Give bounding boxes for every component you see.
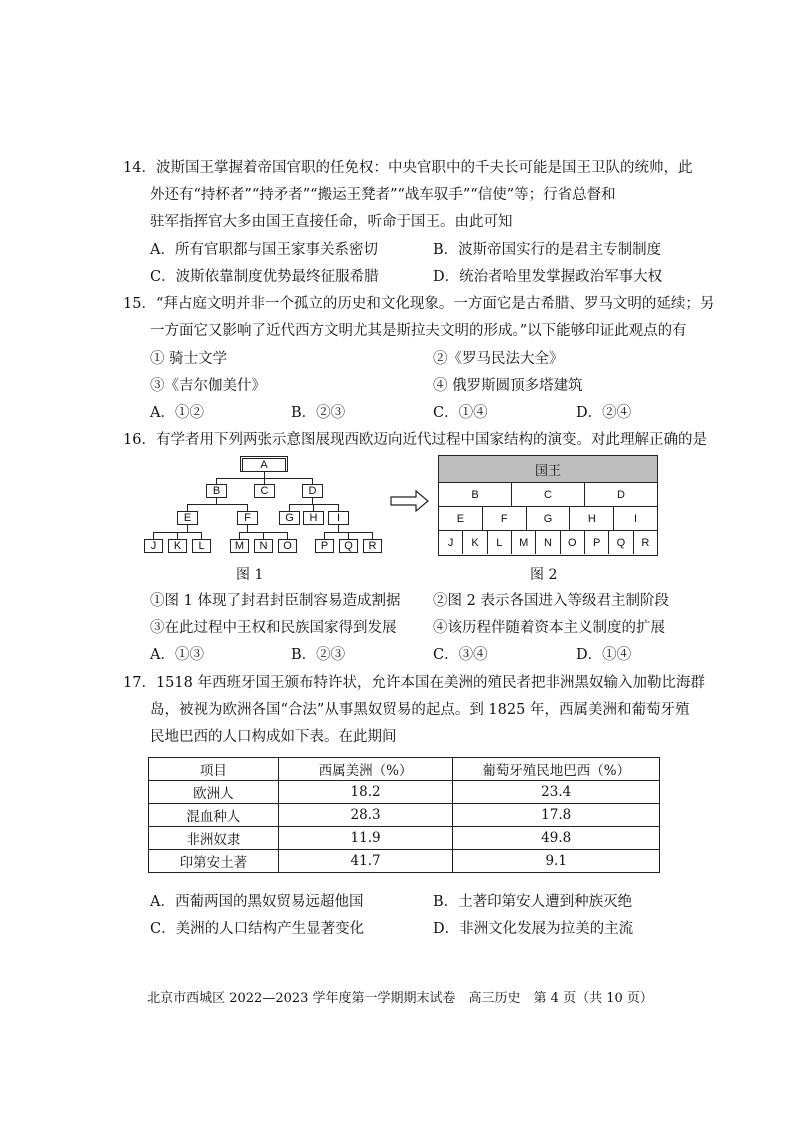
q16-option-d[interactable]: D．①④ [576,647,632,663]
fig2-cell-r: R [641,536,650,549]
fig1-connector [239,532,240,539]
q14-line-1: 14．波斯国王掌握着帝国官职的任免权：中央官职中的千夫长可能是国王卫队的统帅，此 [123,160,693,176]
fig1-node-b: B [206,484,227,498]
fig1-connector [247,525,248,532]
fig2-row-3 [439,507,657,531]
fig2-cell-j: J [439,531,463,554]
table-cell: 欧洲人 [149,781,279,804]
q14-line-2: 外还有“持杯者”“持矛者”“搬运王凳者”“战车驭手”“信使”等；行省总督和 [150,187,616,203]
fig2-row-4 [439,531,657,554]
fig1-node-r: R [363,539,382,553]
q15-item-4: ④ 俄罗斯圆顶多塔建筑 [433,378,583,394]
q15-item-2: ②《罗马民法大全》 [433,351,564,367]
table-cell: 非洲奴隶 [149,827,279,850]
table-cell: 9.1 [453,850,660,873]
figure-1-caption: 图 1 [236,567,264,583]
table-cell: 28.3 [278,804,453,827]
fig1-connector [187,504,188,511]
table-header: 葡萄牙殖民地巴西（%） [453,758,660,781]
table-header: 西属美洲（%） [278,758,453,781]
fig1-node-h: H [303,511,324,525]
fig1-connector [263,532,264,539]
fig2-row-2 [439,483,657,507]
q15-option-a[interactable]: A．①② [150,405,204,421]
fig2-cell-h: H [570,507,614,530]
q16-option-b[interactable]: B．②③ [291,647,346,663]
q17-option-c[interactable]: C．美洲的人口结构产生显著变化 [150,921,365,937]
fig1-connector [187,525,188,532]
fig2-cell-n: N [536,531,560,554]
fig2-cell-m: M [512,531,536,554]
fig1-connector [338,525,339,532]
right-arrow-icon [390,490,430,512]
fig1-node-q: Q [339,539,358,553]
table-cell: 17.8 [453,804,660,827]
fig2-cell-c: C [512,483,585,506]
page-footer: 北京市西城区 2022—2023 学年度第一学期期末试卷 高三历史 第 4 页（共 10 页） [147,991,653,1006]
fig2-cell-b: B [439,483,512,506]
fig2-cell-q: Q [609,531,633,554]
fig2-cell-g: G [527,507,571,530]
fig1-connector [247,504,248,511]
fig2-cell-o: O [561,531,585,554]
fig1-node-k: K [168,539,187,553]
fig1-connector [187,504,248,505]
table-cell: 41.7 [278,850,453,873]
q17-line-3: 民地巴西的人口构成如下表。在此期间 [150,729,397,745]
q17-option-d[interactable]: D．非洲文化发展为拉美的主流 [433,921,634,937]
q15-option-b[interactable]: B．②③ [291,405,346,421]
fig1-connector [348,532,349,539]
fig2-cell-k: K [463,531,487,554]
fig1-connector [287,532,288,539]
q15-item-3: ③《吉尔伽美什》 [150,378,266,394]
fig2-cell-l: L [488,531,512,554]
fig1-connector [289,504,339,505]
q16-option-a[interactable]: A．①③ [150,647,204,663]
q16-item-4: ④该历程伴随着资本主义制度的扩展 [433,620,665,636]
fig1-connector [201,532,202,539]
fig1-node-n: N [254,539,273,553]
q14-option-a[interactable]: A．所有官职都与国王家事关系密切 [150,242,378,258]
fig1-node-c: C [254,484,275,498]
fig1-node-i: I [328,511,349,525]
fig2-cell-i: I [634,512,638,525]
q14-option-d[interactable]: D．统治者哈里发掌握政治军事大权 [433,269,663,285]
table-header-row [149,758,660,781]
fig1-connector [372,532,373,539]
q17-line-2: 岛，被视为欧洲各国“合法”从事黑奴贸易的起点。到 1825 年，西属美洲和葡萄牙殖 [150,702,690,718]
table-cell: 11.9 [278,827,453,850]
fig1-node-f: F [237,511,258,525]
fig2-cell-p: P [585,531,609,554]
q17-option-b[interactable]: B．土著印第安人遭到种族灭绝 [433,894,633,910]
q15-item-1: ① 骑士文学 [150,351,228,367]
table-row [149,804,660,827]
q15-line-1: 15．“拜占庭文明并非一个孤立的历史和文化现象。一方面它是古希腊、罗马文明的延续；另 [123,296,715,312]
table-cell: 混血种人 [149,804,279,827]
fig1-connector [313,504,314,511]
fig1-connector [324,532,325,539]
q14-option-c[interactable]: C．波斯依靠制度优势最终征服希腊 [150,269,379,285]
q17-option-a[interactable]: A．西葡两国的黑奴贸易远超他国 [150,894,364,910]
q17-line-1: 17．1518 年西班牙国王颁布特许状，允许本国在美洲的殖民者把非洲黑奴输入加勒比海群 [123,675,705,691]
fig1-node-l: L [192,539,211,553]
fig2-king-cell: 国王 [534,463,561,479]
fig1-connector [289,504,290,511]
table-cell: 印第安土著 [149,850,279,873]
table-cell: 49.8 [453,827,660,850]
fig1-node-o: O [278,539,297,553]
q16-line-1: 16．有学者用下列两张示意图展现西欧迈向近代过程中国家结构的演变。对此理解正确的是 [123,432,707,448]
q15-line-2: 一方面它又影响了近代西方文明尤其是斯拉夫文明的形成。”以下能够印证此观点的有 [150,323,687,339]
fig1-node-m: M [230,539,249,553]
q15-option-d[interactable]: D．②④ [576,405,632,421]
q15-option-c[interactable]: C．①④ [433,405,488,421]
fig1-node-p: P [315,539,334,553]
table-cell: 18.2 [278,781,453,804]
fig1-node-g: G [279,511,300,525]
table-row [149,781,660,804]
figure-2-grid [438,455,658,556]
fig2-row-king [439,456,657,483]
q16-item-3: ③在此过程中王权和民族国家得到发展 [150,620,397,636]
q16-item-1: ①图 1 体现了封君封臣制容易造成割据 [150,593,401,609]
fig1-node-top: A [242,458,286,472]
fig1-connector [338,504,339,511]
fig2-cell-d: D [617,488,625,501]
fig2-cell-e: E [439,507,483,530]
population-table [148,757,660,873]
fig2-cell-f: F [483,507,527,530]
fig1-node-e: E [177,511,198,525]
q16-item-2: ②图 2 表示各国进入等级君主制阶段 [433,593,669,609]
figure-2-caption: 图 2 [530,567,558,583]
table-cell: 23.4 [453,781,660,804]
fig1-connector [153,532,154,539]
table-row [149,850,660,873]
q16-option-c[interactable]: C．③④ [433,647,488,663]
fig1-connector [177,532,178,539]
table-header: 项目 [149,758,279,781]
q14-line-3: 驻军指挥官大多由国王直接任命，听命于国王。由此可知 [150,214,513,230]
fig1-node-j: J [144,539,163,553]
q14-option-b[interactable]: B．波斯帝国实行的是君主专制制度 [433,242,662,258]
fig1-node-top-outer [240,456,288,472]
table-row [149,827,660,850]
fig1-node-d: D [302,484,323,498]
